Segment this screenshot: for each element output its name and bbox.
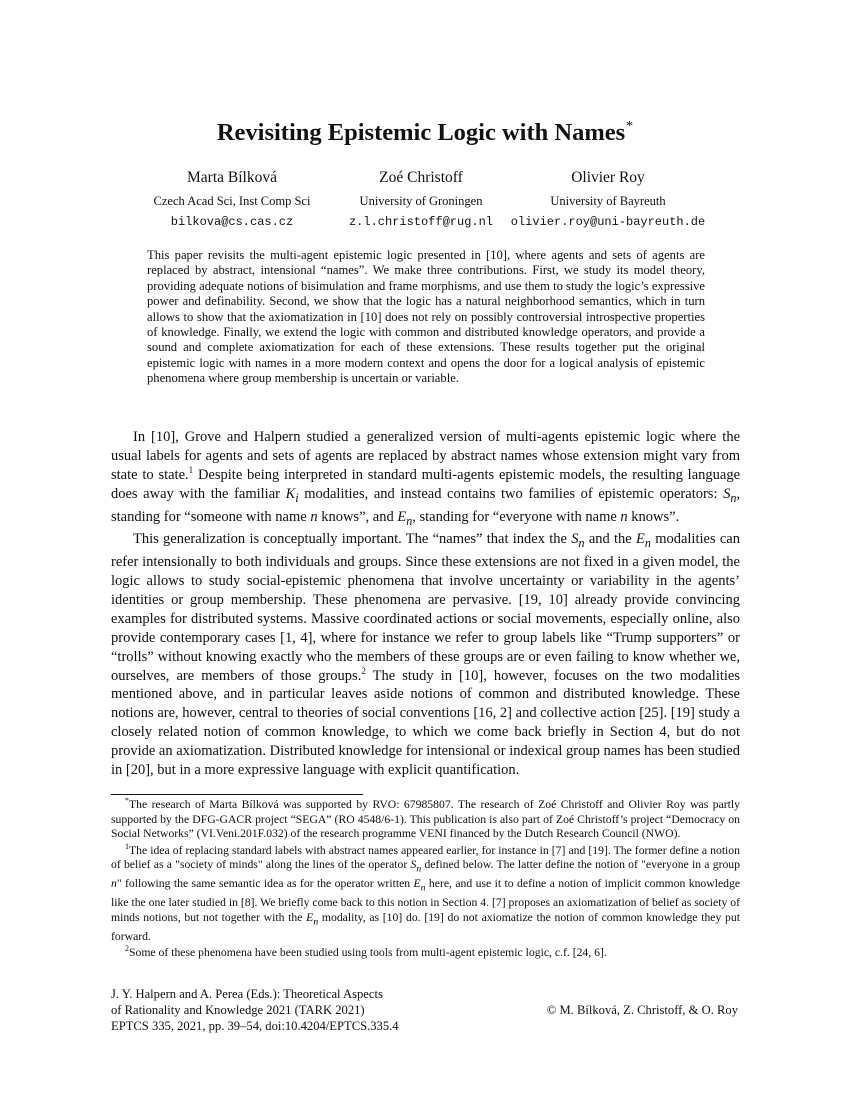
author-affiliation: Czech Acad Sci, Inst Comp Sci: [153, 194, 311, 208]
paragraph: This generalization is conceptually important. The “names” that index the $S_n$ and the $E_n$ modalities can refer intensionally to both individuals and groups. Since these extensions are not fixed in a given model, the logic allows to study social-epistemic phenomena that involve uncertainty or variability in the agents’ identities or group membership. These phenomena are pervasive. [19, 10] already provide convincing examples for distributed systems. Massive coordinated actions or social movements, especially online, also provide contemporary cases [1, 4], where for instance we refer to group labels like “Trump supporters” or “trolls” without knowing exactly who the members of these groups are or even failing to know whether we, ourselves, are members of those groups.$^2$ The study in [10], however, focuses on the two modalities mentioned above, and in particular leaves aside notions of common and distributed knowledge. These notions are, however, central to theories of social conventions [16, 2] and collective action [25]. [19] study a closely related notion of common knowledge, to which we come back briefly in Section 4, but do not provide an axiomatization. Distributed knowledge for intensional or indexical group names has been studied in [20], but in a more expressive language with explicit quantification.: [111, 531, 740, 779]
paragraph: In [10], Grove and Halpern studied a generalized version of multi-agents epistemic logic where the usual labels for agents and sets of agents are replaced by abstract names whose extension might vary from state to state.$^1$ Despite being interpreted in standard multi-agents epistemic models, the resulting language does away with the familiar $K_i$ modalities, and instead contains two families of epistemic operators: $S_n$, standing for “someone with name n knows”, and $E_n$, standing for “everyone with name n knows”.: [111, 429, 741, 528]
abstract: This paper revisits the multi-agent epistemic logic presented in [10], where agents and sets of agents are replaced by abstract, intensional “names”. We make three contributions. First, we study its model theory, providing adequate notions of bisimulation and frame morphisms, and use them to study the logic’s expressive power and definability. Second, we show that the logic has a natural neighborhood semantics, which in turn allows to show that the axiomatization in [10] does not rely on possibly controversial introspective properties of knowledge. Finally, we extend the logic with common and distributed knowledge operators, and provide a sound and complete axiomatization for each of these extensions. These results together put the original epistemic logic with names in a more modern context and opens the door for a logical analysis of epistemic phenomena where group membership is uncertain or variable.: [147, 248, 705, 386]
author-name: Zoé Christoff: [379, 169, 463, 186]
author-affiliation: University of Bayreuth: [550, 194, 666, 208]
body-text: [111, 428, 740, 780]
footnotes: [111, 798, 740, 963]
footnote: *The research of Marta Bílková was supported by RVO: 67985807. The research of Zoé Christoff and Olivier Roy was partly supported by the DFG-GACR project “SEGA” (RO 4548/6-1). This publication is also part of Zoé Christoff’s project “Democracy on Social Networks” (VI.Veni.201F.032) of the research programme VENI financed by the Dutch Research Council (NWO).: [111, 796, 740, 841]
author-email: bilkova@cs.cas.cz: [170, 215, 294, 229]
title-footnote-mark: *: [626, 119, 634, 134]
author-email: olivier.roy@uni-bayreuth.de: [510, 215, 706, 229]
author-name: Olivier Roy: [571, 169, 645, 186]
footnote: $^1$The idea of replacing standard labels with abstract names appeared earlier, for instance in [7] and [19]. The former define a notion of belief as a "society of minds" along the lines of the operator $S_n$ defined below. The latter define the notion of "everyone in a group n" following the same semantic idea as for the operator written $E_n$ here, and use it to define a notion of implicit common knowledge like the one later studied in [8]. We briefly come back to this notion in Section 4. [7] proposes an axiomatization of belief as society of minds notions, but not together with the $E_n$ modality, as [10] do. [19] do not axiomatize the notion of common knowledge they put forward.: [111, 841, 741, 943]
author-block: [478, 167, 738, 232]
footnote-ref: 2: [361, 665, 366, 676]
author-name: Marta Bílková: [187, 169, 277, 186]
publication-imprint: J. Y. Halpern and A. Perea (Eds.): Theoretical Aspects of Rationality and Knowledge 2021 (TARK 2021) EPTCS 335, 2021, pp. 39–54, doi:10.4204/EPTCS.335.4: [111, 987, 399, 1034]
footnote: $^2$Some of these phenomena have been studied using tools from multi-agent epistemic logic, c.f. [24, 6].: [125, 944, 607, 960]
paper-title: Revisiting Epistemic Logic with Names*: [216, 119, 634, 146]
author-affiliation: University of Groningen: [359, 194, 483, 208]
footnote-ref: 1: [188, 464, 194, 475]
copyright-notice: © M. Bílková, Z. Christoff, & O. Roy: [546, 1003, 738, 1017]
author-email: z.l.christoff@rug.nl: [348, 215, 494, 229]
footnote-divider: [111, 794, 363, 795]
